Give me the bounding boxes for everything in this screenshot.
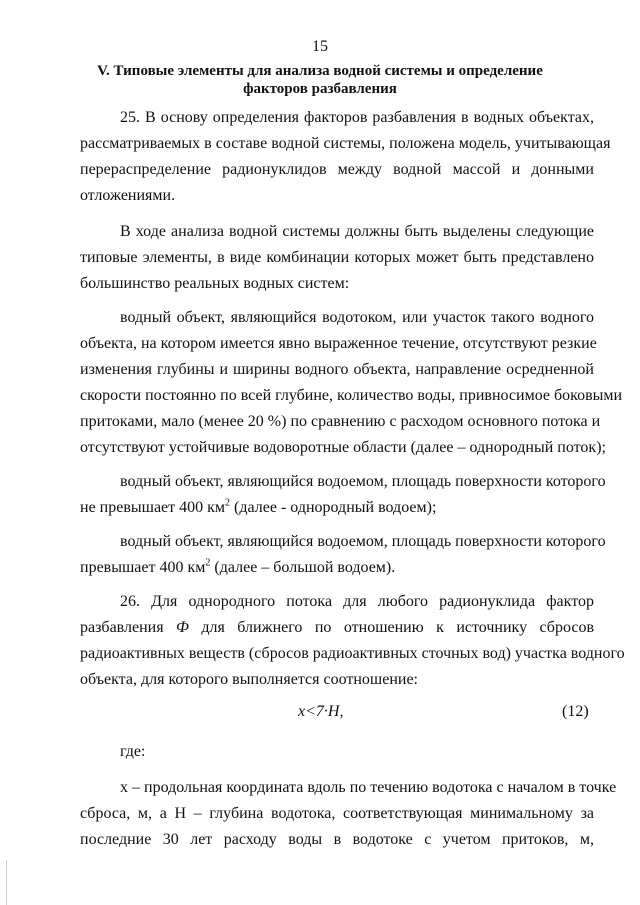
paragraph-26-text-end: для ближнего по отношению к источнику сбросов — [188, 619, 595, 636]
where-label: где: — [120, 743, 146, 760]
superscript: 2 — [225, 497, 231, 509]
typical-elements-line-3: большинство реальных водных систем: — [80, 275, 350, 292]
paragraph-26-line-4: объекта, для которого выполняется соотношение: — [80, 671, 418, 688]
scan-edge-line — [6, 860, 7, 905]
formula-number: (12) — [562, 703, 589, 720]
paragraph-26-line-2 — [80, 618, 594, 638]
large-reservoir-line-1: водный объект, являющийся водоемом, площадь поверхности которого — [120, 533, 606, 550]
uniform-flow-line-1: водный объект, являющийся водотоком, или участок такого водного — [120, 309, 594, 326]
paragraph-25-line-1: 25. В основу определения факторов разбавления в водных объектах, — [120, 109, 594, 126]
superscript: 2 — [205, 557, 211, 569]
uniform-reservoir-line-1: водный объект, являющийся водоемом, площадь поверхности которого — [120, 473, 606, 490]
uniform-flow-line-6: отсутствуют устойчивые водоворотные области (далее – однородный поток); — [80, 439, 606, 456]
dilution-factor-symbol: Ф — [176, 619, 189, 636]
uniform-reservoir-text-end: (далее - однородный водоем); — [230, 499, 437, 516]
large-reservoir-line-2 — [80, 558, 594, 578]
section-heading-line-1: V. Типовые элементы для анализа водной системы и определение — [97, 63, 543, 79]
paragraph-25-line-4: отложениями. — [80, 187, 176, 204]
uniform-flow-line-2: объекта, на котором имеется явно выраженное течение, отсутствуют резкие — [80, 335, 597, 352]
paragraph-25-line-3: перераспределение радионуклидов между водной массой и донными — [80, 161, 594, 178]
page-number: 15 — [312, 38, 328, 55]
definitions-line-2: сброса, м, а Н – глубина водотока, соответствующая минимальному за — [80, 805, 594, 822]
paragraph-26-line-1: 26. Для однородного потока для любого радионуклида фактор — [120, 593, 594, 610]
section-heading-line-2: факторов разбавления — [243, 81, 397, 97]
paragraph-26-line-3: радиоактивных веществ (сбросов радиоактивных сточных вод) участка водного — [80, 645, 625, 662]
uniform-flow-line-5: притоками, мало (менее 20 %) по сравнению с расходом основного потока и — [80, 413, 601, 430]
uniform-flow-line-4: скорости постоянно по всей глубине, количество воды, привносимое боковыми — [80, 387, 623, 404]
definitions-line-3: последние 30 лет расходу воды в водотоке с учетом притоков, м, — [80, 831, 594, 848]
uniform-reservoir-line-2 — [80, 498, 594, 518]
typical-elements-line-1: В ходе анализа водной системы должны быть выделены следующие — [120, 223, 594, 240]
typical-elements-line-2: типовые элементы, в виде комбинации которых может быть представлено — [80, 249, 594, 266]
uniform-flow-line-3: изменения глубины и ширины водного объекта, направление осредненной — [80, 361, 594, 378]
formula-expression: x<7·H, — [298, 703, 344, 720]
large-reservoir-text: превышает 400 км — [80, 559, 206, 576]
section-heading — [70, 62, 570, 98]
uniform-reservoir-text: не превышает 400 км — [80, 499, 226, 516]
large-reservoir-text-end: (далее – большой водоем). — [210, 559, 396, 576]
definitions-line-1: x – продольная координата вдоль по течению водотока с началом в точке — [120, 779, 617, 796]
paragraph-26-text: разбавления — [80, 619, 177, 636]
paragraph-25-line-2: рассматриваемых в составе водной системы, положена модель, учитывающая — [80, 135, 611, 152]
